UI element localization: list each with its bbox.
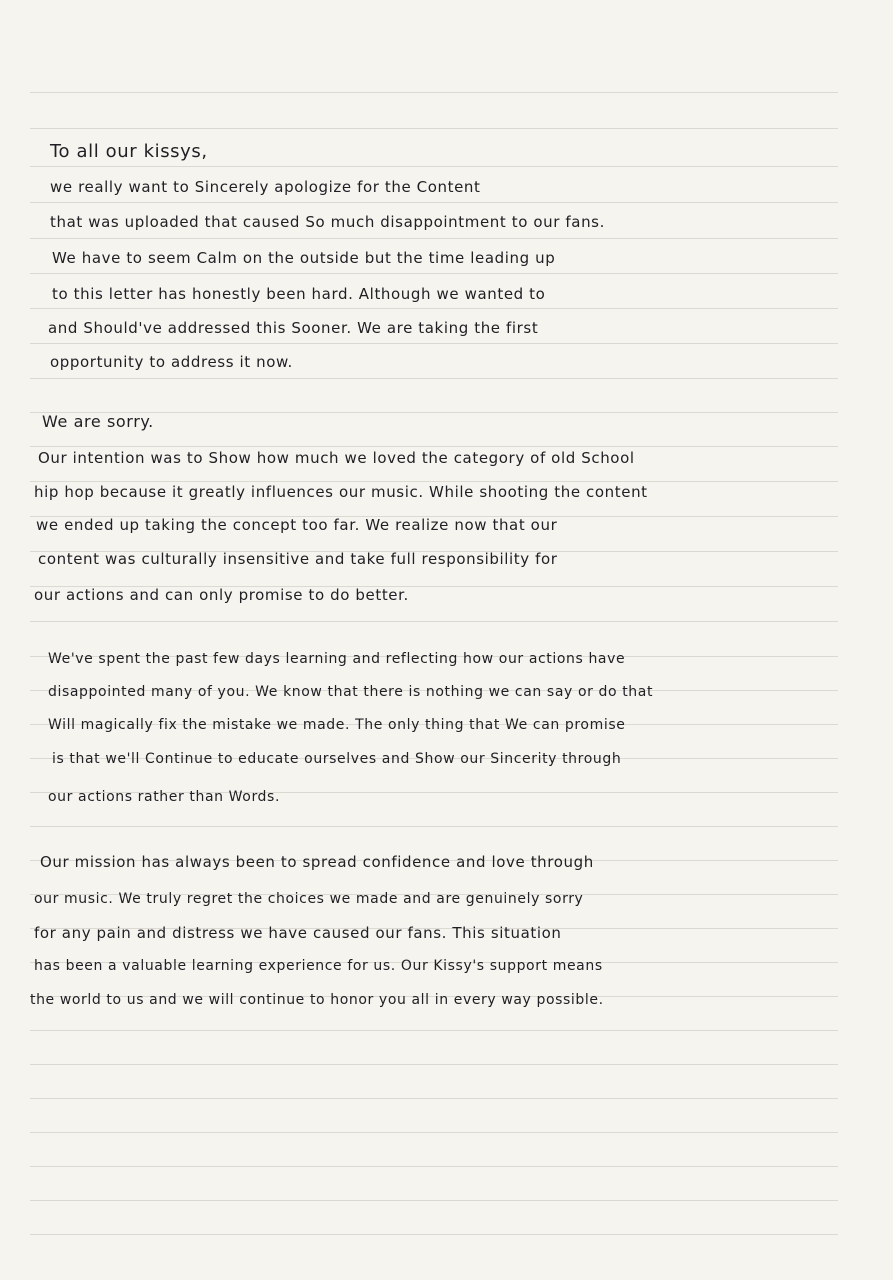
letter-line: our actions rather than Words. xyxy=(48,789,280,805)
ruled-line xyxy=(30,481,838,482)
letter-line: for any pain and distress we have caused our fans. This situation xyxy=(34,924,562,942)
letter-line: Our intention was to Show how much we loved the category of old School xyxy=(38,449,635,467)
letter-line: opportunity to address it now. xyxy=(50,353,293,371)
letter-line: we ended up taking the concept too far. We realize now that our xyxy=(36,516,558,534)
letter-line: our actions and can only promise to do better. xyxy=(34,586,409,604)
letter-line: to this letter has honestly been hard. Although we wanted to xyxy=(52,285,546,303)
ruled-line xyxy=(30,378,838,379)
letter-line: We are sorry. xyxy=(42,412,154,431)
ruled-line xyxy=(30,273,838,274)
ruled-line xyxy=(30,621,838,622)
letter-line: We've spent the past few days learning and reflecting how our actions have xyxy=(48,651,626,667)
letter-line: hip hop because it greatly influences our music. While shooting the content xyxy=(34,483,648,501)
letter-greeting: To all our kissys, xyxy=(50,141,208,162)
ruled-line xyxy=(30,826,838,827)
ruled-line xyxy=(30,166,838,167)
letter-line: and Should've addressed this Sooner. We are taking the first xyxy=(48,319,539,337)
ruled-line xyxy=(30,1030,838,1031)
ruled-line xyxy=(30,1200,838,1201)
letter-line: disappointed many of you. We know that there is nothing we can say or do that xyxy=(48,684,654,700)
ruled-line xyxy=(30,343,838,344)
letter-line: Will magically fix the mistake we made. The only thing that We can promise xyxy=(48,717,626,733)
letter-line: is that we'll Continue to educate ourselves and Show our Sincerity through xyxy=(52,751,622,767)
ruled-line xyxy=(30,446,838,447)
ruled-line xyxy=(30,92,838,93)
letter-line: content was culturally insensitive and take full responsibility for xyxy=(38,550,558,568)
ruled-line xyxy=(30,1064,838,1065)
ruled-line xyxy=(30,238,838,239)
ruled-line xyxy=(30,1132,838,1133)
letter-line: the world to us and we will continue to honor you all in every way possible. xyxy=(30,992,604,1008)
ruled-line xyxy=(30,202,838,203)
letter-line: has been a valuable learning experience for us. Our Kissy's support means xyxy=(34,958,603,974)
ruled-line xyxy=(30,1098,838,1099)
ruled-line xyxy=(30,1234,838,1235)
ruled-line xyxy=(30,1166,838,1167)
letter-line: Our mission has always been to spread confidence and love through xyxy=(40,853,594,871)
ruled-line xyxy=(30,128,838,129)
letter-line: that was uploaded that caused So much disappointment to our fans. xyxy=(50,213,605,231)
letter-line: We have to seem Calm on the outside but the time leading up xyxy=(52,249,556,267)
letter-line: we really want to Sincerely apologize for the Content xyxy=(50,178,481,196)
ruled-line xyxy=(30,308,838,309)
letter-line: our music. We truly regret the choices we made and are genuinely sorry xyxy=(34,891,584,907)
